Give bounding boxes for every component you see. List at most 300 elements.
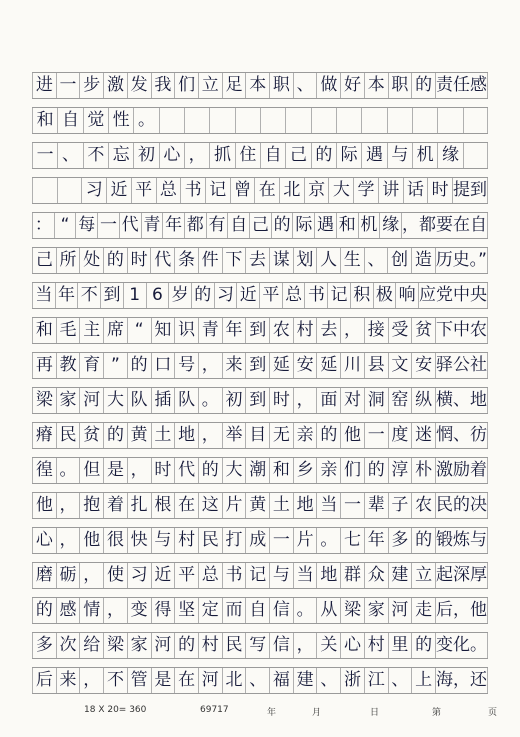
manuscript-cell: 总 [198,563,222,588]
manuscript-cell: 激励着 [435,458,488,483]
manuscript-cell: 度 [388,423,412,448]
manuscript-cell: 情 [79,598,103,623]
manuscript-cell: 队 [174,388,198,413]
manuscript-cell: 知 [151,318,175,343]
manuscript-cell: 造 [411,248,435,273]
manuscript-cell: 和 [32,108,57,133]
manuscript-cell: 年 [162,213,184,238]
manuscript-cell: 京 [304,178,329,203]
manuscript-cell: 和 [32,318,56,343]
manuscript-cell: 的 [103,423,127,448]
manuscript-cell: 件 [198,248,222,273]
manuscript-cell: 平 [259,283,282,308]
manuscript-cell: 年 [364,528,388,553]
manuscript-cell: 自 [260,143,285,168]
manuscript-cell: 黄 [245,493,269,518]
manuscript-cell: ， [127,458,151,483]
manuscript-cell: 河 [198,668,222,693]
manuscript-cell: 家 [364,598,388,623]
manuscript-row [32,212,488,239]
manuscript-cell: 走 [411,598,435,623]
manuscript-cell: 应党中央 [418,283,488,308]
manuscript-cell [463,108,488,133]
manuscript-cell: 感 [56,598,80,623]
manuscript-cell: ， [79,668,103,693]
manuscript-cell: “ [127,318,151,343]
manuscript-cell: 们 [340,458,364,483]
manuscript-cell: 缘 [379,213,401,238]
manuscript-cell: 多 [388,528,412,553]
manuscript-cell: 河 [151,633,175,658]
manuscript-cell: 当 [316,493,340,518]
manuscript-cell [184,108,209,133]
manuscript-row [32,387,488,414]
manuscript-cell: 他 [340,423,364,448]
manuscript-cell: 徨 [32,458,56,483]
manuscript-cell: 地 [174,423,198,448]
manuscript-cell: 目 [245,423,269,448]
manuscript-cell: ， [198,353,222,378]
manuscript-cell: 川 [340,353,364,378]
manuscript-cell: 所 [56,248,80,273]
manuscript-cell: 历史。” [435,248,488,273]
manuscript-cell: 面 [316,388,340,413]
manuscript-cell [361,108,386,133]
manuscript-cell: 己 [249,213,271,238]
manuscript-cell: 初 [222,388,246,413]
manuscript-cell: 好 [340,73,364,98]
manuscript-cell: 定 [198,598,222,623]
manuscript-cell: 代 [150,248,174,273]
manuscript-cell: 我 [151,73,175,98]
manuscript-cell: 是 [103,458,127,483]
manuscript-cell: 育 [79,353,103,378]
manuscript-cell: 职 [269,73,293,98]
manuscript-cell: 贫 [79,423,103,448]
manuscript-cell: 的 [271,213,293,238]
manuscript-cell: 际 [292,213,314,238]
manuscript-cell: 延 [269,353,293,378]
manuscript-cell: 机 [358,213,380,238]
manuscript-cell [235,108,260,133]
manuscript-cell: 的 [32,598,56,623]
manuscript-cell: 本 [245,73,269,98]
manuscript-cell: 近 [106,178,131,203]
manuscript-cell: 生 [340,248,364,273]
manuscript-cell: 青 [141,213,163,238]
manuscript-cell: 与 [151,528,175,553]
manuscript-cell: 们 [174,73,198,98]
manuscript-cell: 窑 [388,388,412,413]
manuscript-cell: 机 [412,143,437,168]
manuscript-cell: 忘 [108,143,133,168]
footer-code: 69717 [200,705,229,715]
manuscript-cell [412,108,437,133]
manuscript-cell: ， [293,633,317,658]
manuscript-cell: 不 [77,283,100,308]
manuscript-row [32,527,488,554]
manuscript-row [32,667,488,694]
manuscript-cell [260,108,285,133]
manuscript-cell: 都 [184,213,206,238]
manuscript-row [32,562,488,589]
manuscript-row [32,72,488,99]
manuscript-cell: 建 [293,668,317,693]
manuscript-cell: 河 [388,598,412,623]
manuscript-cell: 福 [269,668,293,693]
manuscript-cell: 平 [131,178,156,203]
manuscript-cell: 受 [388,318,412,343]
manuscript-row [32,142,488,169]
manuscript-row [32,457,488,484]
manuscript-cell [387,108,412,133]
manuscript-cell: 时 [269,388,293,413]
manuscript-cell: 号 [174,353,198,378]
manuscript-row [32,352,488,379]
manuscript-cell: 淳 [388,458,412,483]
manuscript-cell: 岁 [168,283,191,308]
manuscript-cell: 民 [56,423,80,448]
manuscript-cell: ， [103,598,127,623]
manuscript-cell: 心 [159,143,184,168]
manuscript-cell: 不 [103,668,127,693]
manuscript-cell: 习 [214,283,237,308]
manuscript-cell: 河 [79,388,103,413]
footer-day: 日 [370,708,380,718]
manuscript-cell: 抱 [79,493,103,518]
manuscript-cell: 的 [411,633,435,658]
manuscript-cell: 时 [127,248,151,273]
manuscript-cell: 片 [293,528,317,553]
manuscript-cell: 、 [57,143,82,168]
manuscript-cell: 、 [388,668,412,693]
manuscript-cell: 七 [340,528,364,553]
manuscript-cell: 席 [103,318,127,343]
manuscript-cell: 村 [364,633,388,658]
manuscript-cell: 习 [127,563,151,588]
manuscript-cell: 他 [32,493,56,518]
manuscript-cell: 和 [336,213,358,238]
manuscript-row [32,317,488,344]
manuscript-cell: 本 [364,73,388,98]
manuscript-cell: 到 [100,283,123,308]
manuscript-cell: 己 [285,143,310,168]
manuscript-cell: 辈 [364,493,388,518]
manuscript-cell: 村 [293,318,317,343]
manuscript-cell: 缘 [437,143,462,168]
manuscript-cell: 足 [222,73,246,98]
manuscript-cell: 无 [269,423,293,448]
manuscript-cell: 的 [198,458,222,483]
manuscript-cell: 的 [174,633,198,658]
manuscript-cell [209,108,234,133]
manuscript-cell: 得 [151,598,175,623]
manuscript-cell: 提到 [452,178,488,203]
manuscript-cell: 处 [79,248,103,273]
manuscript-cell: 亲 [316,458,340,483]
manuscript-cell: ， [340,318,364,343]
manuscript-cell: 代 [119,213,141,238]
manuscript-cell: 当 [32,283,55,308]
manuscript-cell: 上 [411,668,435,693]
manuscript-cell: 的 [191,283,214,308]
manuscript-cell: 锻炼与 [435,528,488,553]
manuscript-cell: 大 [103,388,127,413]
manuscript-cell: 群 [340,563,364,588]
manuscript-cell: ， [56,528,80,553]
manuscript-cell: 、 [316,668,340,693]
manuscript-cell: 学 [353,178,378,203]
manuscript-cell [285,108,310,133]
manuscript-cell: 村 [198,633,222,658]
manuscript-cell: 觉 [83,108,108,133]
manuscript-cell: 大 [222,458,246,483]
manuscript-cell: 记 [205,178,230,203]
manuscript-cell: 很 [103,528,127,553]
footer-month: 月 [312,708,322,718]
manuscript-cell: 江 [364,668,388,693]
page-footer [0,705,520,725]
manuscript-cell: 时 [151,458,175,483]
manuscript-cell: 插 [151,388,175,413]
manuscript-cell: ” [103,353,127,378]
manuscript-cell: 磨 [32,563,56,588]
manuscript-cell: 极 [373,283,396,308]
manuscript-cell: 瘠 [32,423,56,448]
manuscript-cell: 而 [222,598,246,623]
manuscript-cell: 识 [174,318,198,343]
manuscript-cell: 坚 [174,598,198,623]
manuscript-cell: 自 [227,213,249,238]
footer-page-label: 页 [488,708,498,718]
manuscript-cell: 安 [411,353,435,378]
manuscript-cell: 到 [245,318,269,343]
manuscript-cell: 惘、彷 [435,423,488,448]
manuscript-cell: 管 [127,668,151,693]
manuscript-cell: 的 [103,248,127,273]
manuscript-cell: 条 [174,248,198,273]
manuscript-cell: 潮 [245,458,269,483]
manuscript-cell: 地 [293,493,317,518]
manuscript-cell: 6 [146,283,169,308]
manuscript-cell: 积 [350,283,373,308]
manuscript-cell: 响 [395,283,418,308]
manuscript-cell: 去 [316,318,340,343]
footer-year: 年 [267,708,277,718]
manuscript-cell: 每 [75,213,97,238]
manuscript-cell: 记 [327,283,350,308]
manuscript-cell: 立 [411,563,435,588]
manuscript-cell: 起深厚 [435,563,488,588]
manuscript-cell: 一 [97,213,119,238]
manuscript-cell: 责任感 [435,73,488,98]
manuscript-cell: 快 [127,528,151,553]
manuscript-cell: 民 [198,528,222,553]
manuscript-cell: 。 [133,108,158,133]
manuscript-cell: 打 [222,528,246,553]
manuscript-cell: 。 [316,528,340,553]
manuscript-cell: 1 [123,283,146,308]
manuscript-cell: 里 [388,633,412,658]
manuscript-cell: 根 [151,493,175,518]
manuscript-cell: 自 [57,108,82,133]
manuscript-cell: 他 [79,528,103,553]
manuscript-cell: 洞 [364,388,388,413]
manuscript-row [32,282,488,309]
manuscript-cell: 发 [127,73,151,98]
manuscript-cell: 地 [316,563,340,588]
manuscript-cell: 砺 [56,563,80,588]
manuscript-cell: 、 [293,73,317,98]
manuscript-cell: 总 [282,283,305,308]
manuscript-cell: 农 [269,318,293,343]
manuscript-cell: 在 [174,493,198,518]
manuscript-cell: 民的决 [435,493,488,518]
manuscript-cell: 黄 [127,423,151,448]
manuscript-cell: 在 [254,178,279,203]
manuscript-row [32,632,488,659]
manuscript-cell: 文 [388,353,412,378]
manuscript-row [32,492,488,519]
manuscript-cell: 纵 [411,388,435,413]
manuscript-cell: 书 [304,283,327,308]
manuscript-cell: 记 [245,563,269,588]
manuscript-cell: 农 [411,493,435,518]
manuscript-cell: 变化。 [435,633,488,658]
manuscript-cell: 但 [79,458,103,483]
manuscript-cell: 变 [127,598,151,623]
manuscript-cell: 来 [56,668,80,693]
manuscript-cell: 一 [32,143,57,168]
manuscript-cell: 不 [83,143,108,168]
manuscript-cell [463,143,488,168]
manuscript-cell: 扎 [127,493,151,518]
footer-grid-spec: 18 X 20= 360 [84,705,147,715]
manuscript-cell [159,108,184,133]
manuscript-cell: 次 [56,633,80,658]
manuscript-cell: 片 [222,493,246,518]
manuscript-cell: 的 [411,528,435,553]
manuscript-cell: ， [56,493,80,518]
manuscript-row [32,422,488,449]
manuscript-cell: 谋 [269,248,293,273]
manuscript-cell: 。 [56,458,80,483]
manuscript-cell: 心 [340,633,364,658]
manuscript-cell: 人 [316,248,340,273]
manuscript-cell: 横、地 [435,388,488,413]
manuscript-cell: 贫 [411,318,435,343]
manuscript-cell: 家 [127,633,151,658]
manuscript-cell: 村 [174,528,198,553]
manuscript-cell: 一 [56,73,80,98]
manuscript-cell: 际 [336,143,361,168]
manuscript-cell: 北 [279,178,304,203]
manuscript-cell: 总 [156,178,181,203]
manuscript-cell: 的 [316,423,340,448]
manuscript-row [32,597,488,624]
manuscript-cell: 遇 [361,143,386,168]
manuscript-cell [336,108,361,133]
manuscript-cell: 己 [32,248,56,273]
manuscript-cell: 毛 [56,318,80,343]
manuscript-cell: 众 [364,563,388,588]
manuscript-cell: 下 [222,248,246,273]
manuscript-cell: 从 [316,598,340,623]
manuscript-cell: 是 [151,668,175,693]
manuscript-cell: 划 [293,248,317,273]
manuscript-cell: 着 [103,493,127,518]
manuscript-cell: 使 [103,563,127,588]
manuscript-cell: 迷 [411,423,435,448]
manuscript-cell: 举 [222,423,246,448]
manuscript-cell: 的 [127,353,151,378]
manuscript-cell: 下中农 [435,318,488,343]
manuscript-cell: 民 [222,633,246,658]
manuscript-cell [57,178,82,203]
manuscript-cell: 梁 [340,598,364,623]
manuscript-cell: 梁 [103,633,127,658]
manuscript-cell [311,108,336,133]
manuscript-cell: 再 [32,353,56,378]
manuscript-cell: 后 [32,668,56,693]
manuscript-cell: 习 [81,178,106,203]
manuscript-cell: 浙 [340,668,364,693]
manuscript-cell: 大 [328,178,353,203]
manuscript-cell: 多 [32,633,56,658]
manuscript-cell: 建 [388,563,412,588]
manuscript-cell: 朴 [411,458,435,483]
manuscript-cell: 书 [222,563,246,588]
manuscript-cell: 成 [245,528,269,553]
manuscript-cell: 延 [316,353,340,378]
manuscript-row [32,107,488,134]
manuscript-cell: ，都要在自 [401,213,488,238]
manuscript-cell: 去 [245,248,269,273]
manuscript-cell: 口 [151,353,175,378]
manuscript-cell: 一 [340,493,364,518]
manuscript-cell: ， [293,388,317,413]
manuscript-cell: 。 [293,598,317,623]
manuscript-cell: 这 [198,493,222,518]
manuscript-cell: 亲 [293,423,317,448]
manuscript-cell: 的 [411,73,435,98]
manuscript-cell: 子 [388,493,412,518]
manuscript-cell: 土 [151,423,175,448]
manuscript-cell: 到 [245,388,269,413]
manuscript-cell: 关 [316,633,340,658]
manuscript-cell: 近 [236,283,259,308]
manuscript-cell: 写 [245,633,269,658]
manuscript-cell: 信 [269,633,293,658]
manuscript-cell: ， [184,143,209,168]
manuscript-cell: 对 [340,388,364,413]
manuscript-cell: 土 [269,493,293,518]
manuscript-cell: 给 [79,633,103,658]
manuscript-cell: 和 [269,458,293,483]
manuscript-cell: 一 [364,423,388,448]
manuscript-cell: 曾 [230,178,255,203]
manuscript-cell: 队 [127,388,151,413]
manuscript-cell: 。 [198,388,222,413]
manuscript-cell: 与 [387,143,412,168]
manuscript-cell: 年 [222,318,246,343]
manuscript-cell: 职 [388,73,412,98]
manuscript-cell: 海，还 [435,668,488,693]
manuscript-cell: ： [32,213,54,238]
manuscript-cell: 做 [316,73,340,98]
manuscript-cell: 安 [293,353,317,378]
manuscript-cell: 到 [245,353,269,378]
